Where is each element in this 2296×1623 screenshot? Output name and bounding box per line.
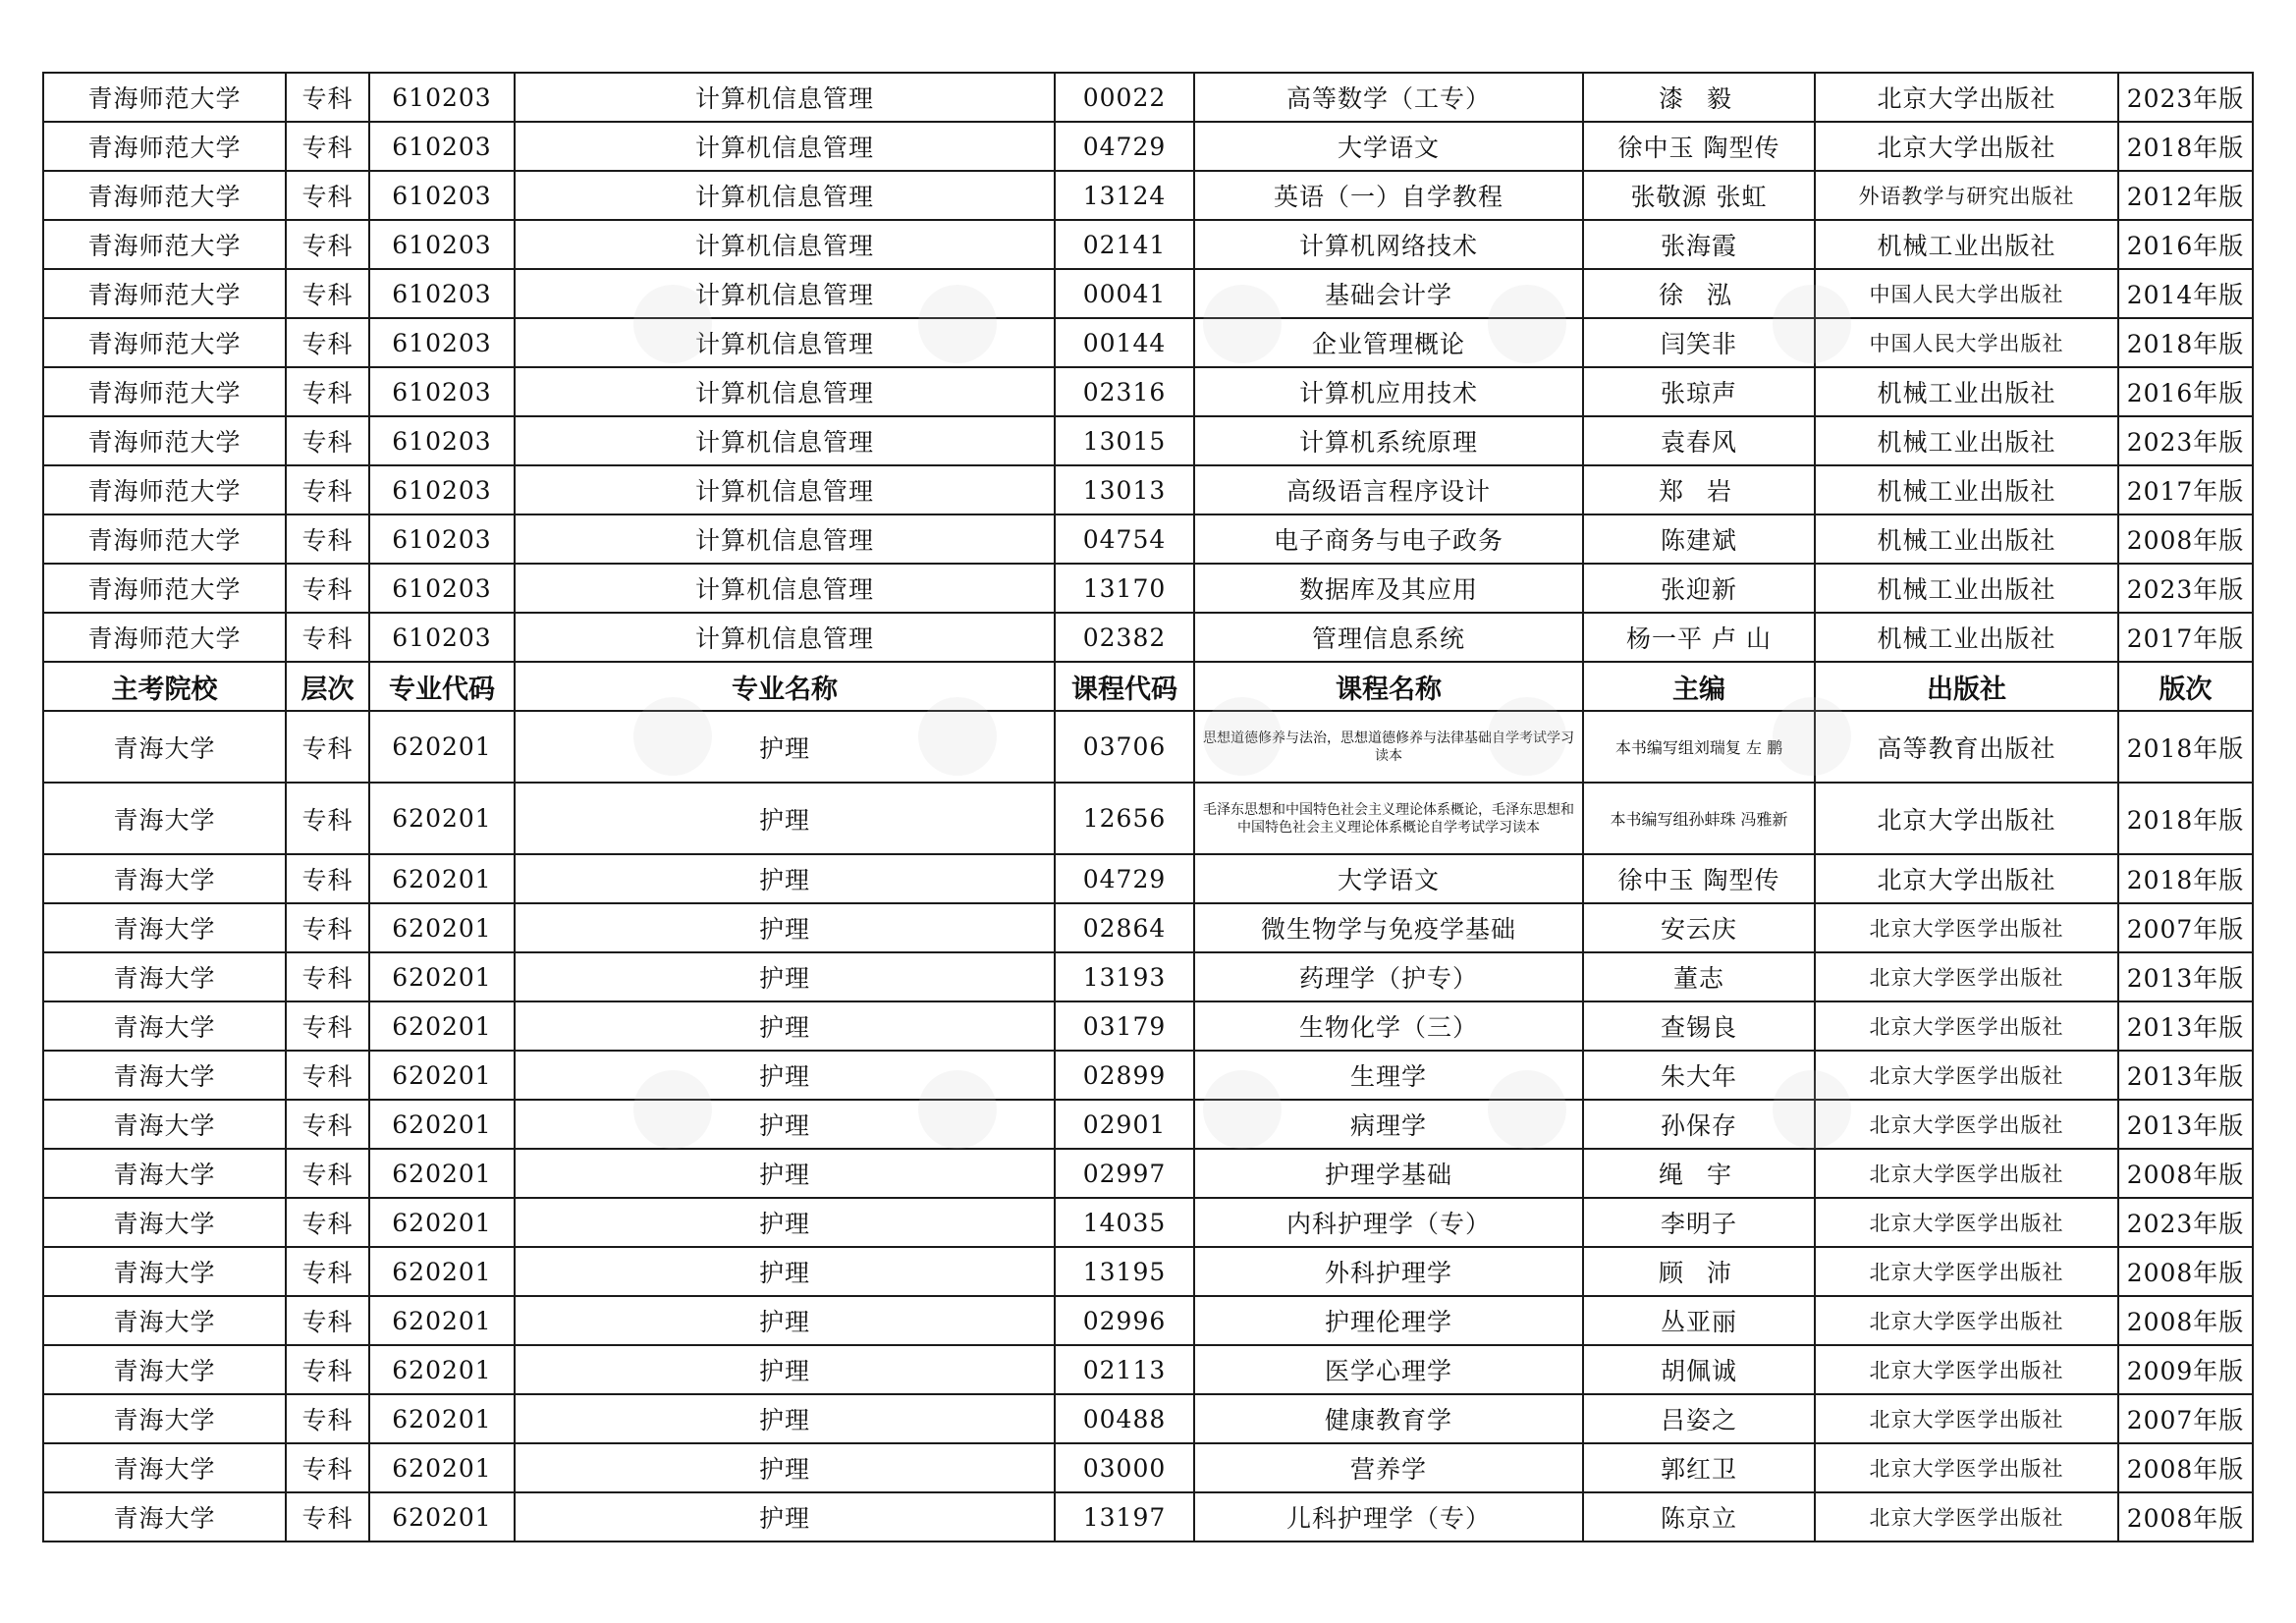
cell-publisher: 北京大学医学出版社 [1815,1443,2118,1492]
cell-publisher: 机械工业出版社 [1815,367,2118,416]
cell-level: 专科 [286,73,369,122]
cell-major-name: 护理 [515,711,1055,783]
cell-course-name: 高等数学（工专） [1194,73,1583,122]
table-row [43,1001,2253,1051]
cell-major-name: 计算机信息管理 [515,416,1055,465]
cell-major-name: 计算机信息管理 [515,269,1055,318]
cell-edition: 2014年版 [2118,269,2253,318]
cell-school: 青海大学 [43,1492,286,1542]
cell-editor: 查锡良 [1583,1001,1815,1051]
cell-edition: 2013年版 [2118,1051,2253,1100]
cell-edition: 2018年版 [2118,122,2253,171]
cell-course-name: 健康教育学 [1194,1394,1583,1443]
cell-publisher: 北京大学出版社 [1815,854,2118,903]
cell-major-code: 610203 [369,465,515,514]
cell-level: 专科 [286,220,369,269]
header-course-code: 课程代码 [1055,662,1194,711]
cell-level: 专科 [286,564,369,613]
cell-course-code: 00022 [1055,73,1194,122]
cell-major-code: 620201 [369,1100,515,1149]
cell-level: 专科 [286,613,369,662]
cell-major-name: 护理 [515,1051,1055,1100]
table-row [43,269,2253,318]
cell-course-name: 儿科护理学（专） [1194,1492,1583,1542]
cell-editor: 郑 岩 [1583,465,1815,514]
table-row [43,1100,2253,1149]
cell-course-name: 外科护理学 [1194,1247,1583,1296]
cell-level: 专科 [286,1051,369,1100]
cell-course-name: 微生物学与免疫学基础 [1194,903,1583,952]
cell-course-code: 02901 [1055,1100,1194,1149]
cell-edition: 2016年版 [2118,220,2253,269]
cell-major-code: 610203 [369,318,515,367]
cell-level: 专科 [286,171,369,220]
cell-major-name: 计算机信息管理 [515,613,1055,662]
cell-publisher: 机械工业出版社 [1815,514,2118,564]
cell-major-name: 护理 [515,1492,1055,1542]
cell-publisher: 机械工业出版社 [1815,465,2118,514]
cell-level: 专科 [286,1443,369,1492]
cell-edition: 2013年版 [2118,1100,2253,1149]
cell-major-name: 护理 [515,1345,1055,1394]
cell-level: 专科 [286,854,369,903]
cell-course-name: 病理学 [1194,1100,1583,1149]
cell-course-name: 基础会计学 [1194,269,1583,318]
table-row [43,1296,2253,1345]
cell-publisher: 北京大学医学出版社 [1815,903,2118,952]
cell-course-code: 00041 [1055,269,1194,318]
cell-major-code: 610203 [369,122,515,171]
cell-major-code: 620201 [369,1001,515,1051]
cell-publisher: 北京大学医学出版社 [1815,1100,2118,1149]
textbook-table-sheet [42,72,2254,1542]
cell-course-code: 02316 [1055,367,1194,416]
cell-school: 青海师范大学 [43,465,286,514]
cell-editor: 杨一平 卢 山 [1583,613,1815,662]
table-row [43,613,2253,662]
cell-major-code: 610203 [369,73,515,122]
cell-edition: 2008年版 [2118,1443,2253,1492]
cell-major-name: 护理 [515,1001,1055,1051]
cell-level: 专科 [286,1492,369,1542]
cell-editor: 顾 沛 [1583,1247,1815,1296]
cell-publisher: 北京大学医学出版社 [1815,952,2118,1001]
cell-school: 青海师范大学 [43,73,286,122]
cell-edition: 2018年版 [2118,854,2253,903]
cell-school: 青海大学 [43,1198,286,1247]
cell-major-name: 护理 [515,783,1055,854]
cell-edition: 2013年版 [2118,952,2253,1001]
cell-publisher: 高等教育出版社 [1815,711,2118,783]
cell-major-name: 护理 [515,1394,1055,1443]
cell-major-name: 计算机信息管理 [515,171,1055,220]
cell-editor: 本书编写组刘瑞复 左 鹏 [1583,711,1815,783]
cell-editor: 本书编写组孙蚌珠 冯雅新 [1583,783,1815,854]
cell-level: 专科 [286,465,369,514]
header-level: 层次 [286,662,369,711]
cell-course-code: 04754 [1055,514,1194,564]
cell-major-code: 610203 [369,416,515,465]
table-body [43,73,2253,1542]
cell-course-code: 13195 [1055,1247,1194,1296]
table-row [43,1247,2253,1296]
cell-course-name: 高级语言程序设计 [1194,465,1583,514]
cell-level: 专科 [286,711,369,783]
cell-major-name: 计算机信息管理 [515,220,1055,269]
cell-edition: 2023年版 [2118,1198,2253,1247]
cell-school: 青海师范大学 [43,171,286,220]
cell-course-name: 计算机网络技术 [1194,220,1583,269]
cell-course-name: 营养学 [1194,1443,1583,1492]
cell-edition: 2008年版 [2118,1296,2253,1345]
cell-school: 青海大学 [43,1296,286,1345]
cell-level: 专科 [286,1198,369,1247]
table-row [43,1492,2253,1542]
table-row [43,367,2253,416]
cell-school: 青海大学 [43,1100,286,1149]
cell-school: 青海大学 [43,854,286,903]
cell-school: 青海师范大学 [43,367,286,416]
cell-edition: 2008年版 [2118,1247,2253,1296]
cell-publisher: 北京大学医学出版社 [1815,1001,2118,1051]
cell-school: 青海大学 [43,1149,286,1198]
cell-editor: 陈京立 [1583,1492,1815,1542]
cell-major-name: 计算机信息管理 [515,367,1055,416]
cell-major-code: 620201 [369,1247,515,1296]
cell-course-code: 13015 [1055,416,1194,465]
cell-publisher: 北京大学医学出版社 [1815,1394,2118,1443]
cell-edition: 2013年版 [2118,1001,2253,1051]
cell-school: 青海师范大学 [43,416,286,465]
cell-school: 青海大学 [43,711,286,783]
table-row [43,783,2253,854]
cell-school: 青海大学 [43,903,286,952]
cell-major-name: 护理 [515,952,1055,1001]
cell-major-code: 620201 [369,783,515,854]
cell-course-code: 02899 [1055,1051,1194,1100]
cell-major-code: 620201 [369,1492,515,1542]
cell-major-code: 610203 [369,613,515,662]
table-row [43,854,2253,903]
cell-course-name: 计算机应用技术 [1194,367,1583,416]
cell-publisher: 北京大学出版社 [1815,783,2118,854]
cell-editor: 漆 毅 [1583,73,1815,122]
cell-editor: 绳 宇 [1583,1149,1815,1198]
cell-edition: 2023年版 [2118,416,2253,465]
cell-course-code: 12656 [1055,783,1194,854]
header-major-code: 专业代码 [369,662,515,711]
cell-school: 青海师范大学 [43,220,286,269]
cell-major-code: 610203 [369,220,515,269]
cell-major-code: 620201 [369,1051,515,1100]
cell-level: 专科 [286,122,369,171]
table-row [43,952,2253,1001]
cell-school: 青海大学 [43,1051,286,1100]
cell-major-name: 计算机信息管理 [515,122,1055,171]
table-row [43,1345,2253,1394]
table-row [43,1149,2253,1198]
cell-publisher: 北京大学医学出版社 [1815,1296,2118,1345]
cell-major-code: 620201 [369,1198,515,1247]
cell-major-name: 计算机信息管理 [515,465,1055,514]
cell-publisher: 北京大学医学出版社 [1815,1492,2118,1542]
cell-major-code: 620201 [369,1296,515,1345]
table-row [43,416,2253,465]
cell-major-name: 护理 [515,854,1055,903]
cell-course-name: 数据库及其应用 [1194,564,1583,613]
cell-editor: 徐中玉 陶型传 [1583,122,1815,171]
cell-publisher: 北京大学医学出版社 [1815,1051,2118,1100]
cell-major-name: 护理 [515,1100,1055,1149]
cell-level: 专科 [286,952,369,1001]
table-row [43,711,2253,783]
cell-publisher: 北京大学医学出版社 [1815,1149,2118,1198]
cell-major-name: 护理 [515,1247,1055,1296]
cell-course-name: 企业管理概论 [1194,318,1583,367]
cell-course-code: 03179 [1055,1001,1194,1051]
cell-school: 青海大学 [43,1001,286,1051]
cell-editor: 张海霞 [1583,220,1815,269]
cell-course-code: 02996 [1055,1296,1194,1345]
cell-editor: 张迎新 [1583,564,1815,613]
cell-editor: 胡佩诚 [1583,1345,1815,1394]
cell-edition: 2007年版 [2118,1394,2253,1443]
cell-course-code: 03706 [1055,711,1194,783]
cell-major-code: 610203 [369,514,515,564]
cell-course-name: 内科护理学（专） [1194,1198,1583,1247]
cell-edition: 2016年版 [2118,367,2253,416]
table-header-row [43,662,2253,711]
cell-school: 青海大学 [43,1394,286,1443]
cell-level: 专科 [286,1345,369,1394]
cell-publisher: 机械工业出版社 [1815,564,2118,613]
cell-school: 青海师范大学 [43,613,286,662]
header-publisher: 出版社 [1815,662,2118,711]
cell-major-code: 620201 [369,1394,515,1443]
cell-publisher: 中国人民大学出版社 [1815,318,2118,367]
cell-edition: 2018年版 [2118,783,2253,854]
cell-editor: 袁春风 [1583,416,1815,465]
cell-editor: 陈建斌 [1583,514,1815,564]
cell-major-code: 610203 [369,171,515,220]
cell-level: 专科 [286,1001,369,1051]
cell-course-code: 02141 [1055,220,1194,269]
table-row [43,1051,2253,1100]
cell-course-code: 00144 [1055,318,1194,367]
cell-editor: 张敬源 张虹 [1583,171,1815,220]
textbook-table [42,72,2254,1542]
cell-level: 专科 [286,903,369,952]
cell-major-name: 护理 [515,1296,1055,1345]
cell-editor: 张琼声 [1583,367,1815,416]
cell-level: 专科 [286,1149,369,1198]
cell-major-name: 计算机信息管理 [515,514,1055,564]
cell-level: 专科 [286,1296,369,1345]
cell-school: 青海师范大学 [43,269,286,318]
cell-major-code: 620201 [369,903,515,952]
cell-course-name: 护理学基础 [1194,1149,1583,1198]
cell-course-code: 03000 [1055,1443,1194,1492]
cell-edition: 2017年版 [2118,613,2253,662]
cell-level: 专科 [286,1394,369,1443]
header-course-name: 课程名称 [1194,662,1583,711]
cell-editor: 李明子 [1583,1198,1815,1247]
table-row [43,171,2253,220]
cell-major-name: 护理 [515,1198,1055,1247]
cell-school: 青海师范大学 [43,564,286,613]
cell-publisher: 机械工业出版社 [1815,416,2118,465]
table-row [43,514,2253,564]
cell-level: 专科 [286,318,369,367]
cell-level: 专科 [286,269,369,318]
header-school: 主考院校 [43,662,286,711]
cell-school: 青海大学 [43,952,286,1001]
cell-course-code: 13124 [1055,171,1194,220]
table-row [43,122,2253,171]
cell-editor: 安云庆 [1583,903,1815,952]
cell-course-name: 思想道德修养与法治，思想道德修养与法律基础自学考试学习读本 [1194,711,1583,783]
cell-school: 青海大学 [43,1443,286,1492]
cell-level: 专科 [286,783,369,854]
cell-editor: 吕姿之 [1583,1394,1815,1443]
table-row [43,903,2253,952]
cell-course-code: 00488 [1055,1394,1194,1443]
cell-course-name: 管理信息系统 [1194,613,1583,662]
cell-course-name: 毛泽东思想和中国特色社会主义理论体系概论，毛泽东思想和中国特色社会主义理论体系概论自学考试学习读本 [1194,783,1583,854]
cell-edition: 2008年版 [2118,1149,2253,1198]
cell-level: 专科 [286,416,369,465]
cell-major-code: 620201 [369,711,515,783]
cell-publisher: 中国人民大学出版社 [1815,269,2118,318]
cell-course-name: 护理伦理学 [1194,1296,1583,1345]
cell-major-name: 护理 [515,1443,1055,1492]
cell-publisher: 北京大学医学出版社 [1815,1198,2118,1247]
header-editor: 主编 [1583,662,1815,711]
cell-edition: 2017年版 [2118,465,2253,514]
cell-publisher: 外语教学与研究出版社 [1815,171,2118,220]
cell-course-code: 02864 [1055,903,1194,952]
cell-editor: 董志 [1583,952,1815,1001]
cell-school: 青海大学 [43,1345,286,1394]
cell-editor: 朱大年 [1583,1051,1815,1100]
cell-course-code: 04729 [1055,854,1194,903]
header-major-name: 专业名称 [515,662,1055,711]
cell-editor: 徐 泓 [1583,269,1815,318]
cell-editor: 徐中玉 陶型传 [1583,854,1815,903]
cell-edition: 2023年版 [2118,564,2253,613]
cell-level: 专科 [286,1100,369,1149]
cell-edition: 2023年版 [2118,73,2253,122]
header-edition: 版次 [2118,662,2253,711]
table-row [43,1443,2253,1492]
cell-major-code: 620201 [369,1345,515,1394]
cell-edition: 2007年版 [2118,903,2253,952]
cell-course-name: 生理学 [1194,1051,1583,1100]
cell-school: 青海师范大学 [43,514,286,564]
cell-level: 专科 [286,1247,369,1296]
cell-editor: 丛亚丽 [1583,1296,1815,1345]
cell-school: 青海师范大学 [43,318,286,367]
cell-publisher: 北京大学医学出版社 [1815,1345,2118,1394]
cell-major-code: 610203 [369,269,515,318]
cell-course-code: 02113 [1055,1345,1194,1394]
cell-editor: 孙保存 [1583,1100,1815,1149]
cell-school: 青海大学 [43,1247,286,1296]
cell-course-code: 02382 [1055,613,1194,662]
cell-major-code: 620201 [369,1149,515,1198]
cell-course-name: 药理学（护专） [1194,952,1583,1001]
cell-major-code: 610203 [369,367,515,416]
cell-publisher: 机械工业出版社 [1815,613,2118,662]
table-row [43,564,2253,613]
cell-publisher: 机械工业出版社 [1815,220,2118,269]
cell-course-code: 13197 [1055,1492,1194,1542]
cell-major-code: 620201 [369,1443,515,1492]
cell-major-name: 计算机信息管理 [515,73,1055,122]
cell-edition: 2008年版 [2118,514,2253,564]
cell-editor: 郭红卫 [1583,1443,1815,1492]
cell-level: 专科 [286,514,369,564]
cell-publisher: 北京大学出版社 [1815,73,2118,122]
cell-course-name: 大学语文 [1194,122,1583,171]
cell-course-name: 医学心理学 [1194,1345,1583,1394]
cell-publisher: 北京大学医学出版社 [1815,1247,2118,1296]
cell-course-code: 14035 [1055,1198,1194,1247]
cell-course-code: 13170 [1055,564,1194,613]
cell-school: 青海大学 [43,783,286,854]
cell-edition: 2009年版 [2118,1345,2253,1394]
cell-course-name: 计算机系统原理 [1194,416,1583,465]
cell-course-code: 04729 [1055,122,1194,171]
cell-major-name: 护理 [515,1149,1055,1198]
cell-major-name: 计算机信息管理 [515,564,1055,613]
cell-major-name: 护理 [515,903,1055,952]
cell-editor: 闫笑非 [1583,318,1815,367]
table-row [43,1198,2253,1247]
cell-major-name: 计算机信息管理 [515,318,1055,367]
cell-edition: 2008年版 [2118,1492,2253,1542]
table-row [43,318,2253,367]
table-row [43,220,2253,269]
cell-course-code: 02997 [1055,1149,1194,1198]
cell-edition: 2018年版 [2118,711,2253,783]
table-row [43,73,2253,122]
cell-course-code: 13193 [1055,952,1194,1001]
cell-major-code: 620201 [369,854,515,903]
cell-course-name: 英语（一）自学教程 [1194,171,1583,220]
cell-edition: 2012年版 [2118,171,2253,220]
cell-course-name: 电子商务与电子政务 [1194,514,1583,564]
cell-publisher: 北京大学出版社 [1815,122,2118,171]
cell-edition: 2018年版 [2118,318,2253,367]
cell-course-name: 生物化学（三） [1194,1001,1583,1051]
cell-major-code: 610203 [369,564,515,613]
cell-school: 青海师范大学 [43,122,286,171]
cell-course-name: 大学语文 [1194,854,1583,903]
cell-major-code: 620201 [369,952,515,1001]
table-row [43,465,2253,514]
cell-course-code: 13013 [1055,465,1194,514]
table-row [43,1394,2253,1443]
cell-level: 专科 [286,367,369,416]
